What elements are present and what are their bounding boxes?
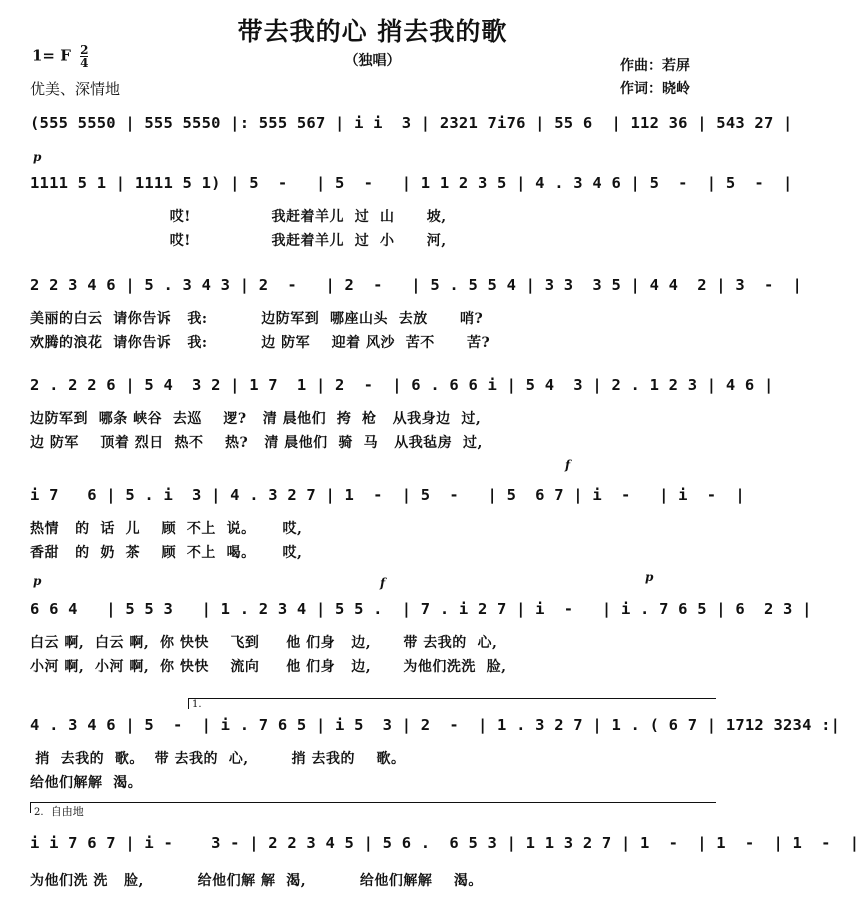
- song-subtitle: （独唱）: [344, 53, 401, 69]
- lyric-line-2: 小河 啊, 小河 啊, 你 快快 流向 他 们身 边, 为他们洗洗 脸,: [30, 659, 507, 675]
- score-row-3: [30, 274, 803, 364]
- lyric-line-1: 捎 去我的 歌。 带 去我的 心, 捎 去我的 歌。: [30, 751, 406, 767]
- notation-line: 4 . 3 4 6 | 5 - | i . 7 6 5 | i 5 3 | 2 - | 1 . 3 2 7 | 1 . ( 6 7 | 1712 3234 :|: [30, 716, 841, 734]
- lyric-line-1: 为他们洗 洗 脸, 给他们解 解 渴, 给他们解解 渴。: [30, 873, 483, 889]
- dynamic-mark: p: [33, 150, 42, 164]
- tempo-marking: 优美、深情地: [30, 80, 121, 98]
- lyric-line-1: 边防军到 哪条 峡谷 去巡 逻? 清 晨他们 挎 枪 从我身边 过,: [30, 411, 482, 427]
- lyric-line-2: 香甜 的 奶 茶 顾 不上 喝。 哎,: [30, 545, 303, 561]
- notation-line: (555 5550 | 555 5550 |: 555 567 | i i 3 | 2321 7i76 | 55 6 | 112 36 | 543 27 |: [30, 114, 793, 132]
- score-row-6: [30, 598, 812, 688]
- time-signature: $\frac{2}{4}$: [80, 43, 89, 70]
- lyric-line-1: 白云 啊, 白云 啊, 你 快快 飞到 他 们身 边, 带 去我的 心,: [30, 635, 498, 651]
- volta-bracket-1: 1.: [188, 698, 716, 709]
- notation-line: 6 6 4 | 5 5 3 | 1 . 2 3 4 | 5 5 . | 7 . i 2 7 | i - | i . 7 6 5 | 6 2 3 |: [30, 600, 812, 618]
- lyricist-credit: 作词：晓岭: [620, 81, 690, 97]
- dynamic-mark: f: [380, 576, 386, 590]
- score-row-8: [30, 832, 859, 892]
- lyric-line-1: 哎! 我赶着羊儿 过 山 坡,: [30, 209, 447, 225]
- score-row-2: [30, 172, 793, 262]
- lyric-line-2: 给他们解解 渴。: [30, 775, 143, 791]
- notation-line: 1111 5 1 | 1111 5 1) | 5 - | 5 - | 1 1 2 3 5 | 4 . 3 4 6 | 5 - | 5 - |: [30, 174, 793, 192]
- dynamic-mark: p: [645, 570, 654, 584]
- key-signature: 1= F $\frac{2}{4}$: [32, 43, 89, 70]
- score-row-4: [30, 374, 774, 464]
- song-title: 带去我的心 捎去我的歌: [237, 17, 508, 46]
- dynamic-mark: p: [33, 574, 42, 588]
- score-row-7: [30, 714, 841, 794]
- dynamic-mark: f: [565, 458, 571, 472]
- lyric-line-2: 哎! 我赶着羊儿 过 小 河,: [30, 233, 447, 249]
- composer-credit: 作曲：若屏: [620, 58, 690, 74]
- score-row-5: [30, 484, 745, 574]
- notation-line: i i 7 6 7 | i - 3 - | 2 2 3 4 5 | 5 6 . 6 5 3 | 1 1 3 2 7 | 1 - | 1 - | 1 - |: [30, 834, 859, 852]
- notation-line: 2 . 2 2 6 | 5 4 3 2 | 1 7 1 | 2 - | 6 . 6 6 i | 5 4 3 | 2 . 1 2 3 | 4 6 |: [30, 376, 774, 394]
- score-row-1: [30, 112, 793, 142]
- lyric-line-2: 边 防军 顶着 烈日 热不 热? 清 晨他们 骑 马 从我毡房 过,: [30, 435, 483, 451]
- notation-line: i 7 6 | 5 . i 3 | 4 . 3 2 7 | 1 - | 5 - | 5 6 7 | i - | i - |: [30, 486, 745, 504]
- lyric-line-1: 美丽的白云 请你告诉 我: 边防军到 哪座山头 去放 哨?: [30, 311, 484, 327]
- lyric-line-2: 欢腾的浪花 请你告诉 我: 边 防军 迎着 风沙 苦不 苦?: [30, 335, 491, 351]
- notation-line: 2 2 3 4 6 | 5 . 3 4 3 | 2 - | 2 - | 5 . 5 5 4 | 3 3 3 5 | 4 4 2 | 3 - |: [30, 276, 803, 294]
- lyric-line-1: 热情 的 话 儿 顾 不上 说。 哎,: [30, 521, 303, 537]
- volta-bracket-2: 2. 自由地: [30, 802, 716, 813]
